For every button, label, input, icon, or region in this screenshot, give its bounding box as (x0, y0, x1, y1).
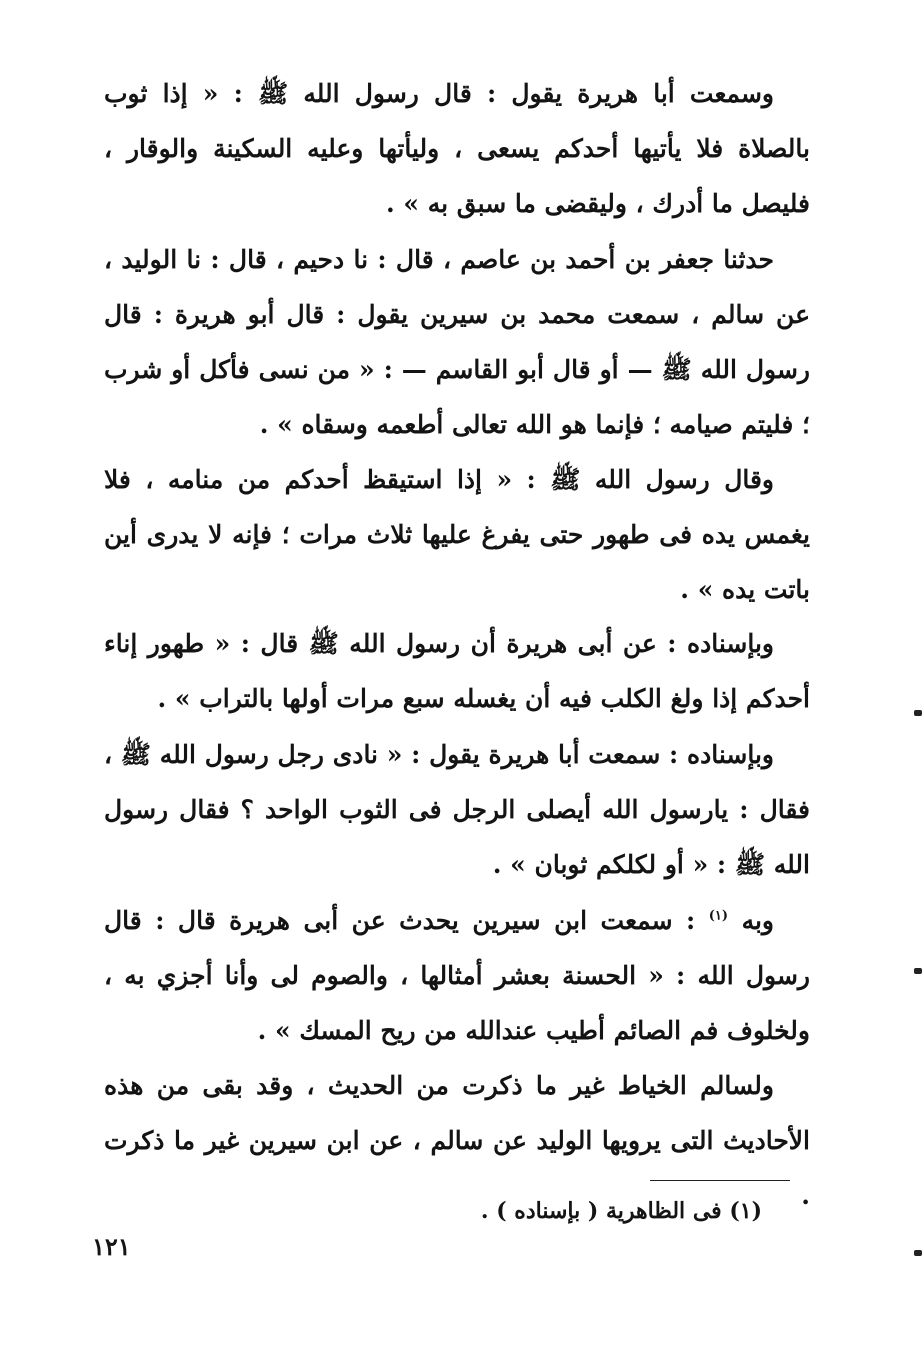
paragraph-text: حدثنا جعفر بن أحمد بن عاصم ، قال : نا دحيم ، قال : نا الوليد ، عن سالم ، سمعت محمد بن سيرين يقول : قال أبو هريرة : قال رسول الله ﷺ — أو قال أبو القاسم — : « من نسى فأكل أو شرب ؛ فليتم صيامه ؛ فإنما هو الله تعالى أطعمه وسقاه » . (104, 245, 810, 439)
paragraph-2 (104, 232, 810, 452)
paragraph-1 (104, 66, 810, 231)
paragraph-3 (104, 452, 810, 617)
paragraph-5 (104, 727, 810, 892)
scan-edge-mark (914, 710, 922, 716)
paragraph-text: وقال رسول الله ﷺ : « إذا استيقظ أحدكم من منامه ، فلا يغمس يده فى طهور حتى يفرغ عليها ثلاث مرات ؛ فإنه لا يدرى أين باتت يده » . (104, 465, 810, 604)
scan-edge-mark (914, 1250, 922, 1256)
page-number: ١٢١ (92, 1232, 131, 1261)
paragraph-text: وبإسناده : عن أبى هريرة أن رسول الله ﷺ قال : « طهور إناء أحدكم إذا ولغ الكلب فيه أن يغسله سبع مرات أولها بالتراب » . (104, 629, 810, 713)
footnote-marker: (١) (708, 908, 729, 924)
scan-edge-mark (914, 968, 922, 974)
paragraph-text: وبإسناده : سمعت أبا هريرة يقول : « نادى رجل رسول الله ﷺ ، فقال : يارسول الله أيصلى الرجل فى الثوب الواحد ؟ فقال رسول الله ﷺ : « أو لكلكم ثوبان » . (104, 740, 810, 879)
paragraph-text (104, 893, 810, 1058)
paragraph-body: : سمعت ابن سيرين يحدث عن أبى هريرة قال : قال رسول الله : « الحسنة بعشر أمثالها ، والصوم لى وأنا أجزي به ، ولخلوف فم الصائم أطيب عندالله من ريح المسك » . (104, 906, 810, 1045)
footnote-divider (650, 1180, 790, 1181)
paragraph-lead: وبه (741, 906, 774, 935)
paragraph-text: وسمعت أبا هريرة يقول : قال رسول الله ﷺ : « إذا ثوب بالصلاة فلا يأتيها أحدكم يسعى ، وليأتها وعليه السكينة والوقار ، فليصل ما أدرك ، وليقضى ما سبق به » . (104, 79, 810, 218)
paragraph-text: ولسالم الخياط غير ما ذكرت من الحديث ، وقد بقى من هذه الأحاديث التى يرويها الوليد عن سالم ، عن ابن سيرين غير ما ذكرت . (104, 1071, 810, 1210)
footnote: (١) فى الظاهرية ( بإسناده ) . (480, 1198, 762, 1224)
paragraph-6 (104, 893, 810, 1058)
paragraph-4 (104, 616, 810, 726)
